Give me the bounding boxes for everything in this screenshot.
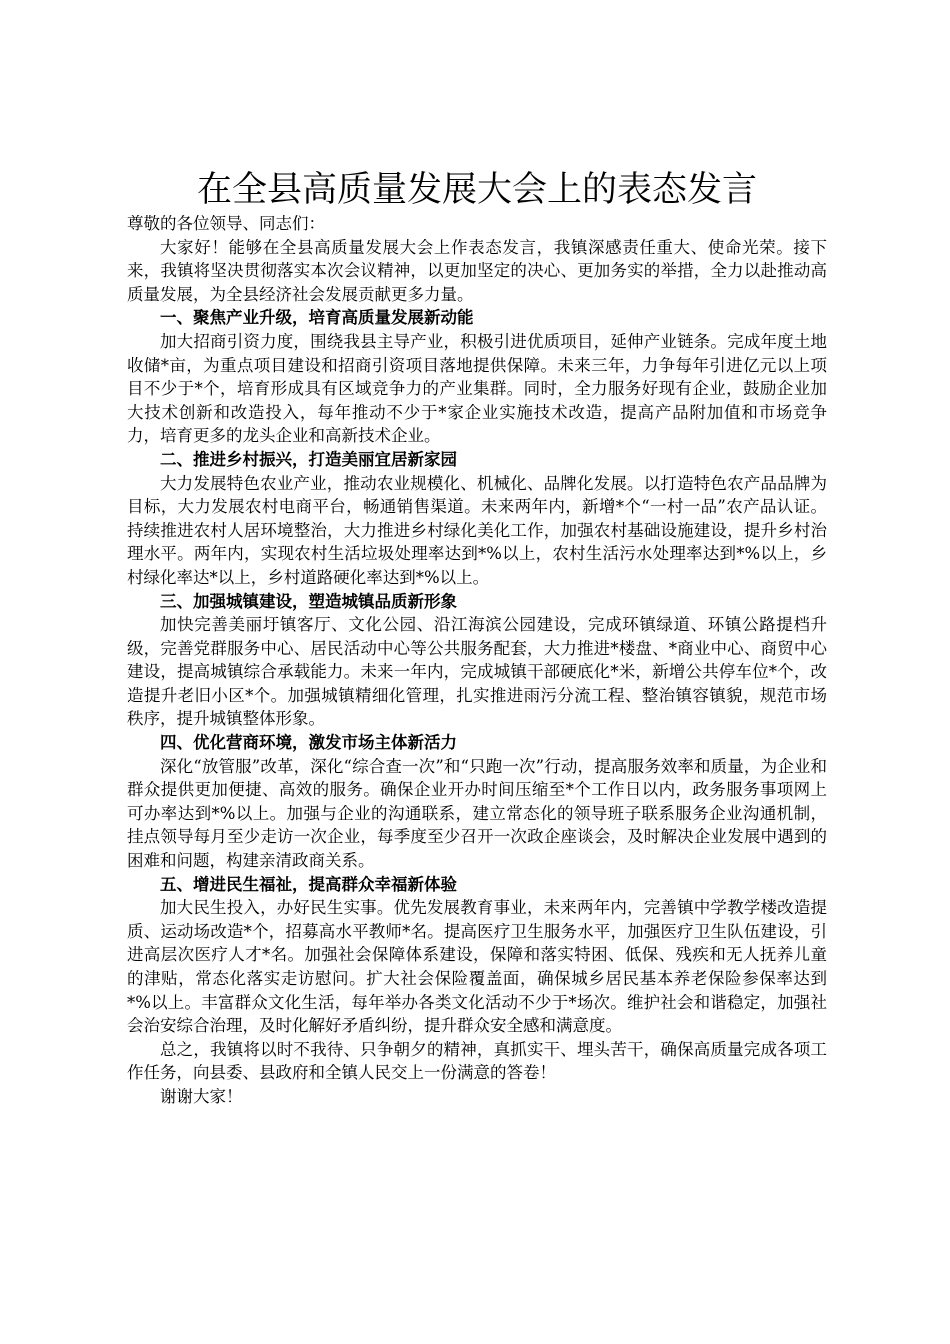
section-body-5: 加大民生投入，办好民生实事。优先发展教育事业，未来两年内，完善镇中学教学楼改造提质、运动场改造*个，招募高水平教师*名。提高医疗卫生服务水平，加强医疗卫生队伍建设，引进高层次医疗人才*名。加强社会保障体系建设，保障和落实特困、低保、残疾和无人抚养儿童的津贴，常态化落实走访慰问。扩大社会保险覆盖面，确保城乡居民基本养老保险参保率达到*%以上。丰富群众文化生活，每年举办各类文化活动不少于*场次。维护社会和谐稳定，加强社会治安综合治理，及时化解好矛盾纠纷，提升群众安全感和满意度。 [127, 898, 827, 1036]
closing-remark: 谢谢大家！ [160, 1086, 243, 1106]
section-heading-4: 四、优化营商环境，激发市场主体新活力 [160, 733, 457, 753]
section-heading-2: 二、推进乡村振兴，打造美丽宜居新家园 [160, 449, 457, 469]
section-body-1: 加大招商引资力度，围绕我县主导产业，积极引进优质项目，延伸产业链条。完成年度土地收储*亩，为重点项目建设和招商引资项目落地提供保障。未来三年，力争每年引进亿元以上项目不少于*个，培育形成具有区域竞争力的产业集群。同时，全力服务好现有企业，鼓励企业加大技术创新和改造投入，每年推动不少于*家企业实施技术改造，提高产品附加值和市场竞争力，培育更多的龙头企业和高新技术企业。 [127, 331, 827, 446]
section-body-4: 深化“放管服”改革，深化“综合查一次”和“只跑一次”行动，提高服务效率和质量，为企业和群众提供更加便捷、高效的服务。确保企业开办时间压缩至*个工作日以内，政务服务事项网上可办率达到*%以上。加强与企业的沟通联系，建立常态化的领导班子联系服务企业沟通机制，挂点领导每月至少走访一次企业，每季度至少召开一次政企座谈会，及时解决企业发展中遇到的困难和问题，构建亲清政商关系。 [127, 756, 827, 871]
section-heading-3: 三、加强城镇建设，塑造城镇品质新形象 [160, 591, 457, 611]
section-heading-1: 一、聚焦产业升级，培育高质量发展新动能 [160, 308, 474, 328]
section-body-3: 加快完善美丽圩镇客厅、文化公园、沿江海滨公园建设，完成环镇绿道、环镇公路提档升级，完善党群服务中心、居民活动中心等公共服务配套，大力推进*楼盘、*商业中心、商贸中心建设，提高城镇综合承载能力。未来一年内，完成城镇干部硬底化*米，新增公共停车位*个，改造提升老旧小区*个。加强城镇精细化管理，扎实推进雨污分流工程、整治镇容镇貌，规范市场秩序，提升城镇整体形象。 [127, 615, 827, 729]
conclusion-paragraph: 总之，我镇将以时不我待、只争朝夕的精神，真抓实干、埋头苦干，确保高质量完成各项工作任务，向县委、县政府和全镇人民交上一份满意的答卷！ [127, 1039, 827, 1083]
intro-paragraph: 大家好！能够在全县高质量发展大会上作表态发言，我镇深感责任重大、使命光荣。接下来，我镇将坚决贯彻落实本次会议精神，以更加坚定的决心、更加务实的举措，全力以赴推动高质量发展，为全县经济社会发展贡献更多力量。 [127, 237, 827, 304]
document-title: 在全县高质量发展大会上的表态发言 [196, 170, 757, 210]
document-page [127, 168, 827, 1109]
salutation: 尊敬的各位领导、同志们： [127, 214, 325, 233]
section-body-2: 大力发展特色农业产业，推动农业规模化、机械化、品牌化发展。以打造特色农产品品牌为目标，大力发展农村电商平台，畅通销售渠道。未来两年内，新增*个“一村一品”农产品认证。持续推进农村人居环境整治，大力推进乡村绿化美化工作，加强农村基础设施建设，提升乡村治理水平。两年内，实现农村生活垃圾处理率达到*%以上，农村生活污水处理率达到*%以上，乡村绿化率达*以上，乡村道路硬化率达到*%以上。 [127, 473, 827, 587]
section-heading-5: 五、增进民生福祉，提高群众幸福新体验 [160, 874, 457, 894]
